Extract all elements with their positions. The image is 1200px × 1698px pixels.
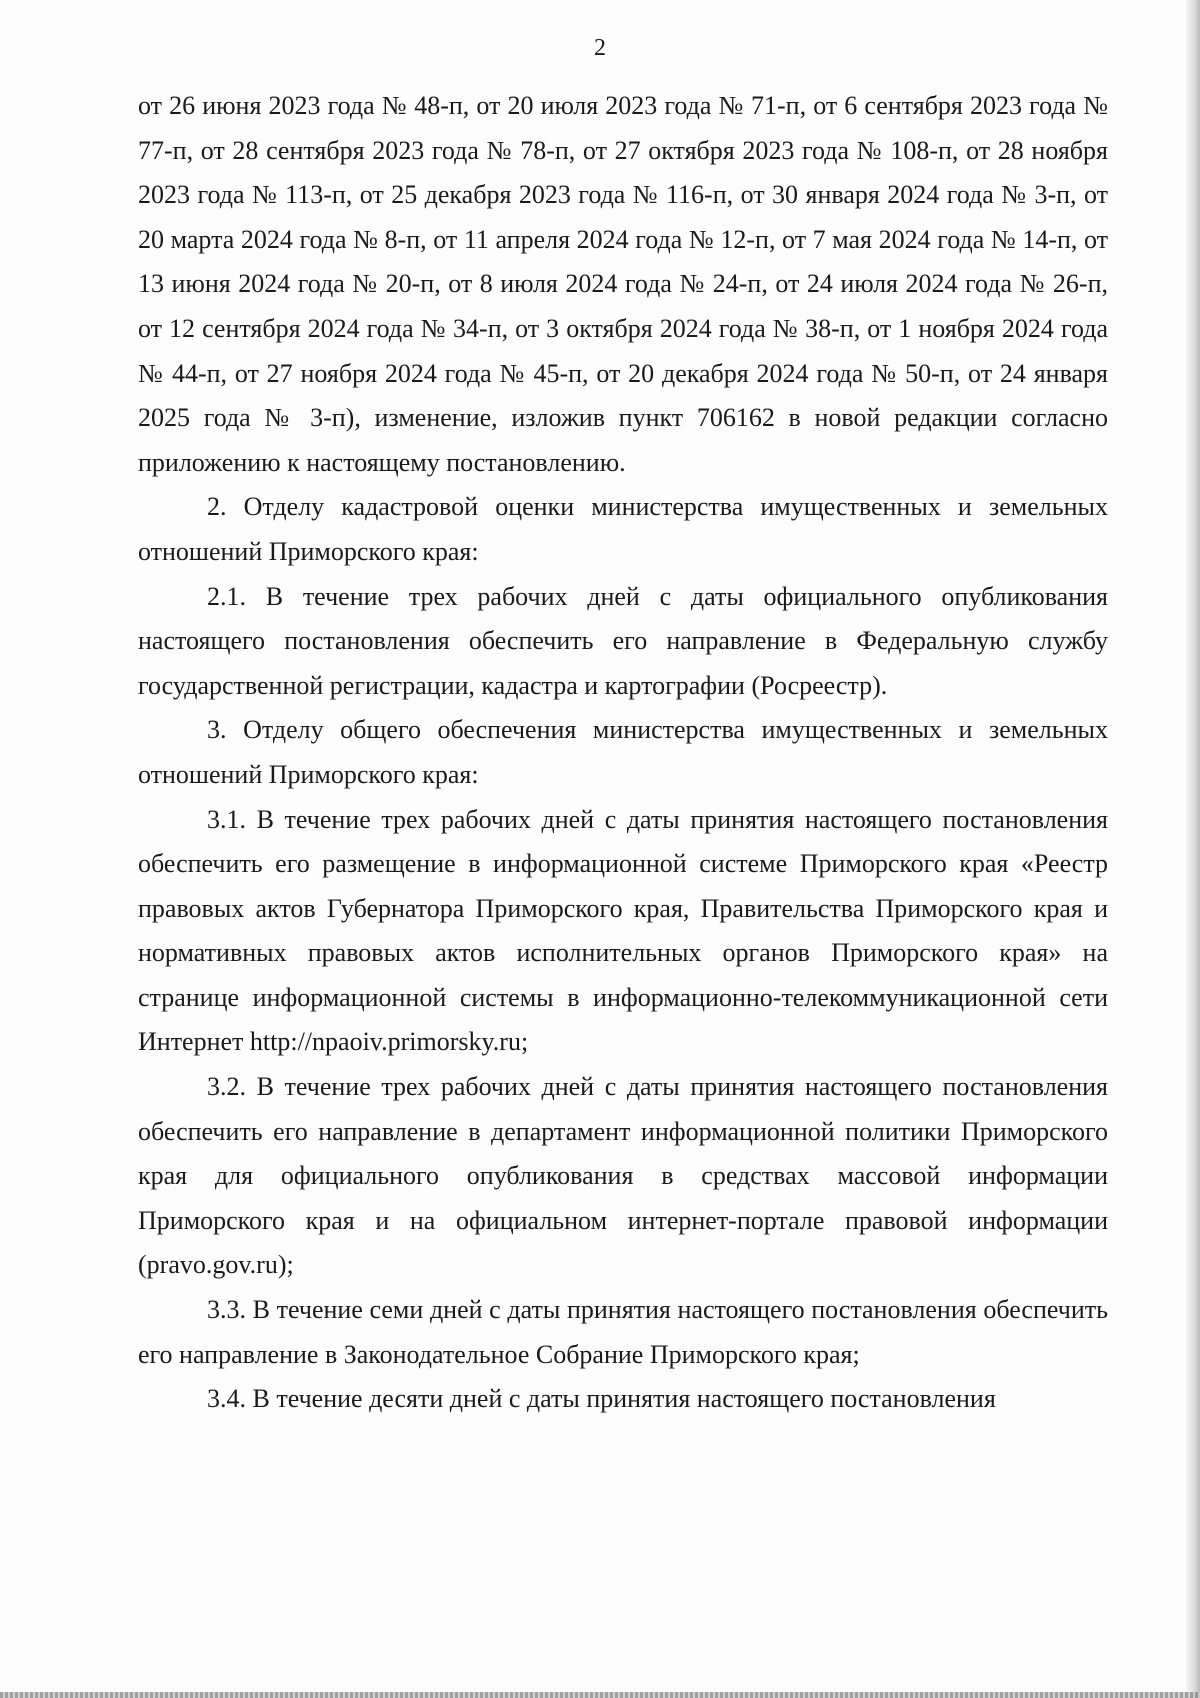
paragraph-item-3-2: 3.2. В течение трех рабочих дней с даты принятия настоящего постановления обеспечить его направление в департамент информационной политики Приморского края для официального опубликования в средствах массовой информации Приморского края и на официальном интернет-портале правовой информации (pravo.gov.ru); bbox=[138, 1072, 1108, 1280]
page-number: 2 bbox=[594, 35, 606, 61]
paragraph-item-3-4: 3.4. В течение десяти дней с даты принятия настоящего постановления bbox=[207, 1384, 996, 1414]
page-edge-shadow bbox=[1186, 0, 1200, 1698]
document-body bbox=[138, 84, 1108, 1422]
scan-bottom-edge bbox=[0, 1692, 1200, 1698]
paragraph-item-3-1: 3.1. В течение трех рабочих дней с даты принятия настоящего постановления обеспечить его размещение в информационной системе Приморского края «Реестр правовых актов Губернатора Приморского края, Правительства Приморского края и нормативных правовых актов исполнительных органов Приморского края» на странице информационной системы в информационно-телекоммуникационной сети Интернет http://npaoiv.primorsky.ru; bbox=[138, 804, 1108, 1057]
paragraph-item-3-3: 3.3. В течение семи дней с даты принятия настоящего постановления обеспечить его направление в Законодательное Собрание Приморского края; bbox=[138, 1295, 1108, 1369]
paragraph-item-2: 2. Отделу кадастровой оценки министерства имущественных и земельных отношений Приморского края: bbox=[138, 492, 1108, 566]
paragraph-item-2-1: 2.1. В течение трех рабочих дней с даты официального опубликования настоящего постановления обеспечить его направление в Федеральную службу государственной регистрации, кадастра и картографии (Росреестр). bbox=[138, 581, 1108, 700]
paragraph-continuation: от 26 июня 2023 года № 48-п, от 20 июля 2023 года № 71-п, от 6 сентября 2023 года № 77-п, от 28 сентября 2023 года № 78-п, от 27 октября 2023 года № 108-п, от 28 ноября 2023 года № 113-п, от 25 декабря 2023 года № 116-п, от 30 января 2024 года № 3-п, от 20 марта 2024 года № 8-п, от 11 апреля 2024 года № 12-п, от 7 мая 2024 года № 14-п, от 13 июня 2024 года № 20-п, от 8 июля 2024 года № 24-п, от 24 июля 2024 года № 26-п, от 12 сентября 2024 года № 34-п, от 3 октября 2024 года № 38-п, от 1 ноября 2024 года № 44-п, от 27 ноября 2024 года № 45-п, от 20 декабря 2024 года № 50-п, от 24 января 2025 года № 3-п), изменение, изложив пункт 706162 в новой редакции согласно приложению к настоящему постановлению. bbox=[138, 91, 1108, 477]
paragraph-item-3: 3. Отделу общего обеспечения министерства имущественных и земельных отношений Приморского края: bbox=[138, 715, 1108, 789]
